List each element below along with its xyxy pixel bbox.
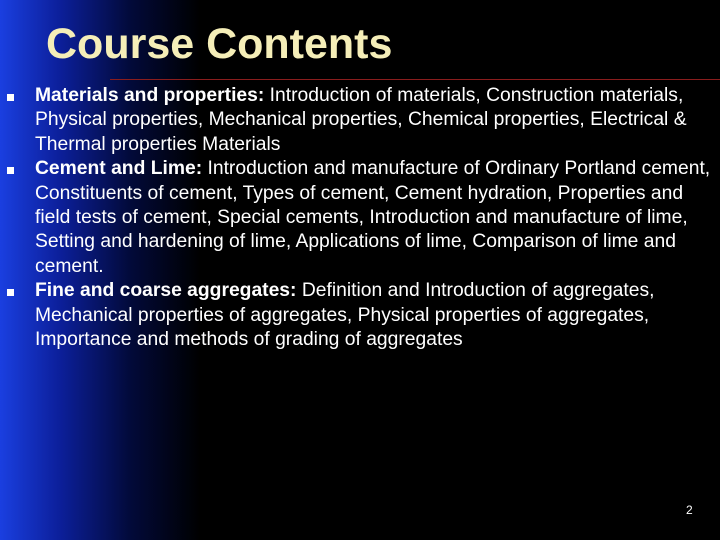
bullet-item-materials <box>0 84 720 157</box>
square-bullet-icon <box>7 289 14 296</box>
bullet-list <box>0 84 720 352</box>
square-bullet-icon <box>7 94 14 101</box>
bullet-heading: Fine and coarse aggregates: <box>35 280 297 302</box>
square-bullet-icon <box>7 167 14 174</box>
bullet-text: Introduction of materials, Construction materials, Physical properties, Mechanical properties, Chemical properties, Electrical & Thermal properties Materials <box>35 85 687 155</box>
bullet-text: Introduction and manufacture of Ordinary Portland cement, Constituents of cement, Types of cement, Cement hydration, Properties and field tests of cement, Special cements, Introduction and manufacture of lime, Setting and hardening of lime, Applications of lime, Comparison of lime and cement. <box>35 158 711 277</box>
title-divider <box>110 79 720 80</box>
slide-title: Course Contents <box>46 20 393 68</box>
page-number: 2 <box>686 503 693 517</box>
bullet-item-aggregates <box>0 279 720 352</box>
bullet-heading: Materials and properties: <box>35 85 265 106</box>
bullet-text: Definition and Introduction of aggregates, Mechanical properties of aggregates, Physical properties of aggregates, Importance and methods of grading of aggregates <box>35 280 655 351</box>
bullet-item-cement-lime <box>0 157 720 279</box>
bullet-heading: Cement and Lime: <box>35 158 203 180</box>
